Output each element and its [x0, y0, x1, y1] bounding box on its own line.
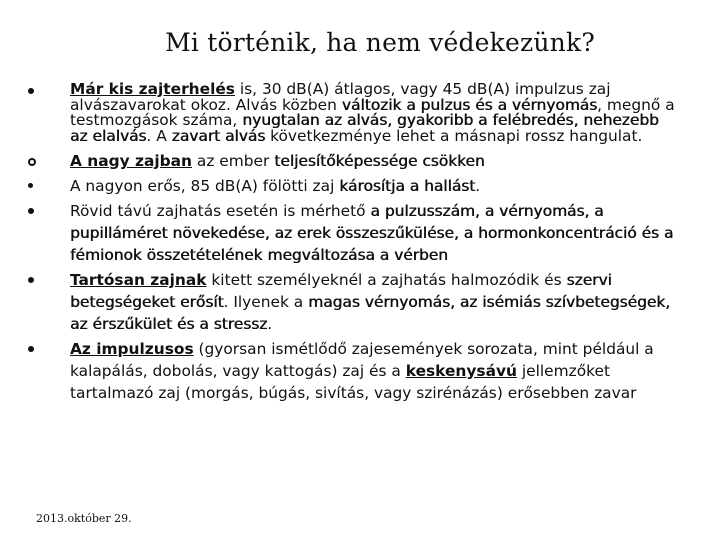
- bullet-lead: A nagy zajban: [70, 152, 192, 170]
- bullet-text: (gyorsan ismétlődő zajesemények sorozata, mint például a kalapálás, dobolás, vagy kattogás) zaj és a: [70, 340, 654, 380]
- bullet-emphasis: nyugtalan az alvás, gyakoribb a felébredés, nehezebb az elalvás: [70, 111, 659, 145]
- bullet-emphasis: zavart alvás: [171, 126, 266, 145]
- bullet-text: A nagyon erős, 85 dB(A) fölötti zaj: [70, 177, 340, 195]
- slide-title: Mi történik, ha nem védekezünk?: [165, 28, 595, 57]
- bullet-emphasis: teljesítőképessége csökken: [274, 152, 485, 170]
- bullet-lead: Az impulzusos: [70, 340, 194, 358]
- bullet-emphasis: változik a pulzus és a vérnyomás: [341, 95, 598, 114]
- bullet-item-short-term: [28, 200, 678, 266]
- bullet-text: is, 30 dB(A) átlagos, vagy 45 dB(A) impulzus zaj alvászavarokat okoz. Alvás közben: [70, 80, 611, 114]
- bullet-emphasis: károsítja a hallást: [339, 177, 476, 195]
- bullet-text: az ember: [192, 152, 275, 170]
- bullet-dot-icon: [28, 277, 34, 283]
- bullet-item-hearing: [28, 175, 678, 197]
- bullet-dot-icon: [28, 208, 34, 214]
- bullet-text: . Ilyenek a: [223, 293, 309, 311]
- bullet-text: , megnő a testmozgások száma,: [70, 95, 675, 129]
- bullet-text: következménye lehet a másnapi rossz hangulat.: [265, 126, 643, 145]
- bullet-ring-icon: [28, 158, 36, 166]
- bullet-item-long-term: [28, 269, 678, 335]
- bullet-lead: Tartósan zajnak: [70, 271, 207, 289]
- bullet-emphasis: magas vérnyomás, az isémiás szívbetegségek, az érszűkület és a stressz: [70, 293, 671, 333]
- slide-date: 2013.október 29.: [36, 512, 132, 525]
- bullet-text: kitett személyeknél a zajhatás halmozódik és: [206, 271, 567, 289]
- bullet-emphasis: szervi betegségeket erősít: [70, 271, 612, 311]
- bullet-text: . A: [146, 126, 172, 145]
- bullet-list: [28, 82, 678, 407]
- bullet-emphasis: a pulzusszám, a vérnyomás, a pupilláméret növekedése, az erek összeszűkülése, a hormonkoncentráció és a fémionok összetételének megváltozása a vérben: [70, 202, 674, 264]
- bullet-dot-icon: [28, 88, 34, 94]
- bullet-text: .: [267, 315, 273, 333]
- bullet-item-impulse: [28, 338, 678, 404]
- bullet-lead: Már kis zajterhelés: [70, 80, 235, 98]
- bullet-text: .: [475, 177, 481, 195]
- bullet-text: Rövid távú zajhatás esetén is mérhető: [70, 202, 371, 220]
- bullet-dot-icon: [28, 183, 33, 188]
- bullet-dot-icon: [28, 346, 34, 352]
- bullet-item-performance: [28, 150, 678, 172]
- bullet-text: jellemzőket tartalmazó zaj (morgás, búgás, sivítás, vagy szirénázás) erősebben zavar: [70, 362, 637, 402]
- bullet-lead: keskenysávú: [405, 362, 517, 380]
- bullet-item-sleep: [28, 82, 678, 144]
